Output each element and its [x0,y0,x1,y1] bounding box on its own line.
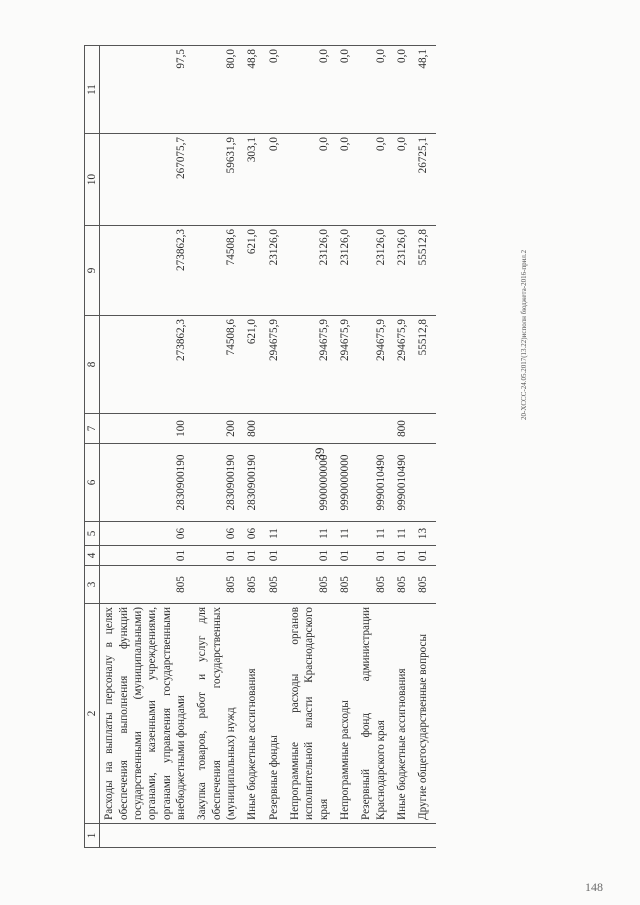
row-name-cell: Резервный фонд администрации Краснодарского края [357,604,393,824]
table-row [286,46,336,848]
target-article-cell [414,444,435,522]
row-name-cell: Закупка товаров, работ и услуг для обеспечения государственных (муниципальных) нужд [193,604,243,824]
execution-percent-cell: 48,1 [414,46,435,134]
approved-amount-cell: 294675,9 [265,316,286,414]
header-row [85,46,100,848]
target-article-cell: 2830900190 [100,444,193,522]
table-row [336,46,357,848]
row-number-cell [100,824,193,848]
expense-type-cell [357,414,393,444]
chapter-code-cell: 805 [357,566,393,604]
refined-amount-cell: 23126,0 [265,226,286,316]
column-header: 3 [85,566,100,604]
row-number-cell [336,824,357,848]
chapter-code-cell: 805 [393,566,414,604]
table-row [193,46,243,848]
target-article-cell: 9900000000 [286,444,336,522]
target-article-cell: 9990010490 [393,444,414,522]
refined-amount-cell: 621,0 [243,226,264,316]
subsection-code-cell: 11 [336,522,357,546]
executed-amount-cell: 0,0 [393,134,414,226]
approved-amount-cell: 294675,9 [286,316,336,414]
budget-table-container [84,46,562,848]
row-name-cell: Непрограммные расходы [336,604,357,824]
expense-type-cell [414,414,435,444]
row-number-cell [243,824,264,848]
refined-amount-cell: 23126,0 [286,226,336,316]
execution-percent-cell: 0,0 [357,46,393,134]
footer-code: 20-XCCC-24.05.2017(13.22)исполн бюджета-2016-прил.2 [520,249,528,420]
executed-amount-cell: 0,0 [357,134,393,226]
scan-number: 148 [585,880,603,894]
row-number-cell [393,824,414,848]
refined-amount-cell: 23126,0 [357,226,393,316]
refined-amount-cell: 23126,0 [393,226,414,316]
column-header: 8 [85,316,100,414]
row-number-cell [414,824,435,848]
execution-percent-cell: 48,8 [243,46,264,134]
column-header: 9 [85,226,100,316]
target-article-cell: 2830900190 [243,444,264,522]
expense-type-cell: 200 [193,414,243,444]
column-header: 5 [85,522,100,546]
row-name-cell: Резервные фонды [265,604,286,824]
execution-percent-cell: 0,0 [286,46,336,134]
row-number-cell [265,824,286,848]
row-number-cell [286,824,336,848]
execution-percent-cell: 0,0 [265,46,286,134]
section-code-cell: 01 [193,546,243,566]
column-header: 2 [85,604,100,824]
chapter-code-cell: 805 [243,566,264,604]
subsection-code-cell: 11 [286,522,336,546]
section-code-cell: 01 [265,546,286,566]
target-article-cell: 9990010490 [357,444,393,522]
expense-type-cell [286,414,336,444]
execution-percent-cell: 80,0 [193,46,243,134]
executed-amount-cell: 0,0 [286,134,336,226]
approved-amount-cell: 294675,9 [336,316,357,414]
section-code-cell: 01 [100,546,193,566]
execution-percent-cell: 0,0 [393,46,414,134]
chapter-code-cell: 805 [265,566,286,604]
table-row [100,46,193,848]
table-row [243,46,264,848]
expense-type-cell [336,414,357,444]
approved-amount-cell: 74508,6 [193,316,243,414]
column-header: 6 [85,444,100,522]
row-name-cell: Иные бюджетные ассигнования [393,604,414,824]
target-article-cell: 2830900190 [193,444,243,522]
chapter-code-cell: 805 [193,566,243,604]
section-code-cell: 01 [336,546,357,566]
subsection-code-cell: 13 [414,522,435,546]
expense-type-cell [265,414,286,444]
chapter-code-cell: 805 [336,566,357,604]
section-code-cell: 01 [393,546,414,566]
target-article-cell: 9990000000 [336,444,357,522]
section-code-cell: 01 [414,546,435,566]
column-header: 7 [85,414,100,444]
column-header: 1 [85,824,100,848]
refined-amount-cell: 23126,0 [336,226,357,316]
refined-amount-cell: 55512,8 [414,226,435,316]
executed-amount-cell: 267075,7 [100,134,193,226]
column-header: 10 [85,134,100,226]
refined-amount-cell: 273862,3 [100,226,193,316]
executed-amount-cell: 0,0 [265,134,286,226]
subsection-code-cell: 11 [393,522,414,546]
table-row [393,46,414,848]
section-code-cell: 01 [357,546,393,566]
budget-table [84,45,436,848]
expense-type-cell: 800 [243,414,264,444]
page-number: 39 [312,447,327,461]
chapter-code-cell: 805 [100,566,193,604]
approved-amount-cell: 294675,9 [393,316,414,414]
executed-amount-cell: 0,0 [336,134,357,226]
column-header: 4 [85,546,100,566]
table-row [265,46,286,848]
subsection-code-cell: 06 [193,522,243,546]
expense-type-cell: 800 [393,414,414,444]
approved-amount-cell: 294675,9 [357,316,393,414]
executed-amount-cell: 59631,9 [193,134,243,226]
execution-percent-cell: 0,0 [336,46,357,134]
row-number-cell [193,824,243,848]
execution-percent-cell: 97,5 [100,46,193,134]
subsection-code-cell: 06 [100,522,193,546]
row-name-cell: Иные бюджетные ассигнования [243,604,264,824]
section-code-cell: 01 [243,546,264,566]
expense-type-cell: 100 [100,414,193,444]
section-code-cell: 01 [286,546,336,566]
row-name-cell: Непрограммные расходы органов исполнительной власти Краснодарского края [286,604,336,824]
executed-amount-cell: 26725,1 [414,134,435,226]
approved-amount-cell: 273862,3 [100,316,193,414]
row-number-cell [357,824,393,848]
refined-amount-cell: 74508,6 [193,226,243,316]
executed-amount-cell: 303,1 [243,134,264,226]
chapter-code-cell: 805 [286,566,336,604]
row-name-cell: Другие общегосударственные вопросы [414,604,435,824]
approved-amount-cell: 55512,8 [414,316,435,414]
table-row [357,46,393,848]
table-row [414,46,435,848]
column-header: 11 [85,46,100,134]
subsection-code-cell: 11 [265,522,286,546]
target-article-cell [265,444,286,522]
chapter-code-cell: 805 [414,566,435,604]
approved-amount-cell: 621,0 [243,316,264,414]
subsection-code-cell: 06 [243,522,264,546]
subsection-code-cell: 11 [357,522,393,546]
row-name-cell: Расходы на выплаты персоналу в целях обеспечения выполнения функций государственными (муниципальными) органами, казенными учреждениями, органами управления государственными внебюджетными фондами [100,604,193,824]
